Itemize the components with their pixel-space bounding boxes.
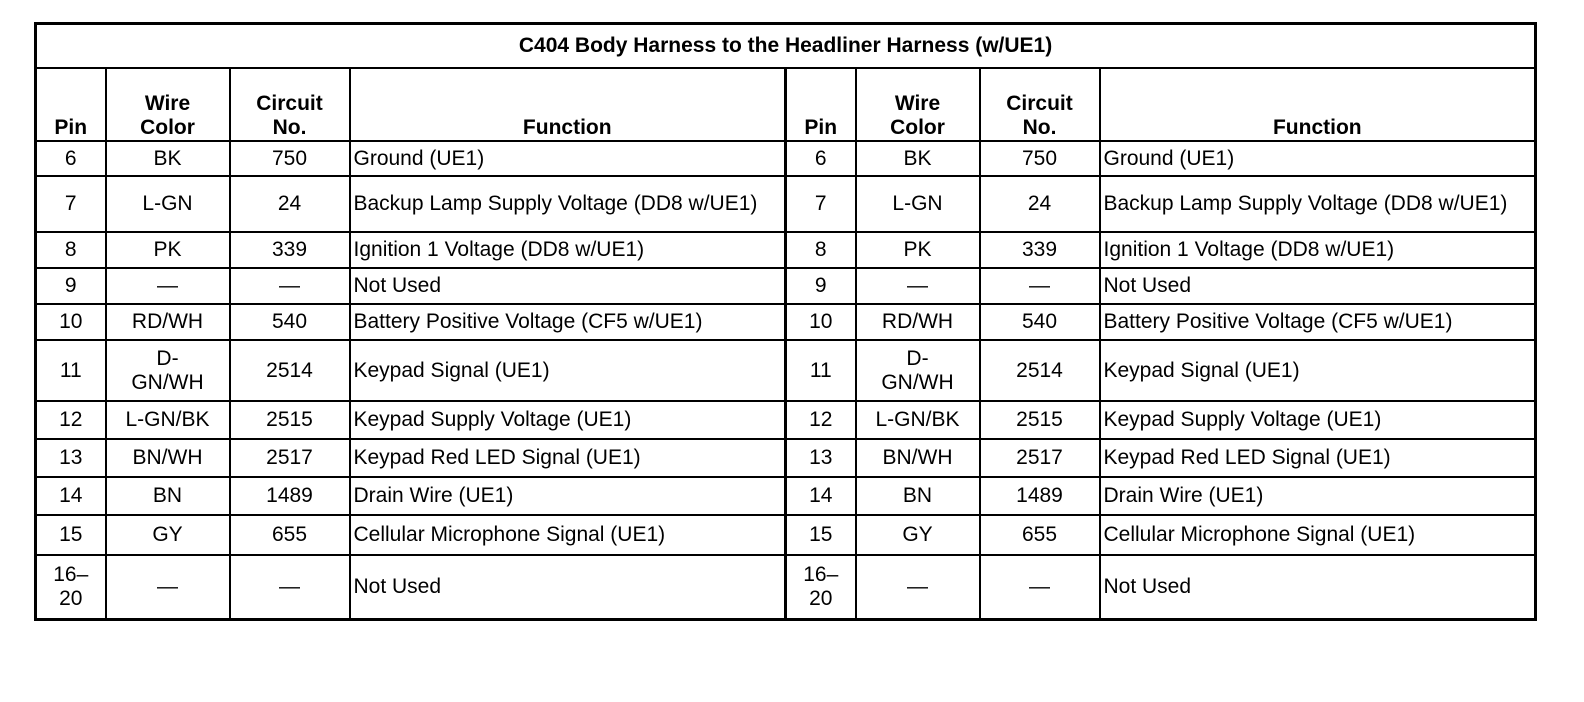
table-body — [36, 141, 1536, 620]
wire-color-cell: L-GN/BK — [856, 401, 980, 439]
wire-color-cell: RD/WH — [106, 304, 230, 340]
table-row — [36, 232, 1536, 268]
pin-cell: 15 — [786, 515, 856, 555]
table-title: C404 Body Harness to the Headliner Harness (w/UE1) — [36, 24, 1536, 69]
wire-color-cell: BK — [106, 141, 230, 176]
connector-table — [34, 22, 1537, 621]
header-function: Function — [1100, 68, 1536, 141]
pin-cell: 6 — [786, 141, 856, 176]
pin-cell: 12 — [36, 401, 106, 439]
circuit-cell: 655 — [230, 515, 350, 555]
function-cell: Backup Lamp Supply Voltage (DD8 w/UE1) — [1100, 176, 1536, 232]
function-cell: Keypad Red LED Signal (UE1) — [350, 439, 786, 477]
circuit-cell: — — [980, 555, 1100, 620]
pin-cell: 9 — [786, 268, 856, 304]
circuit-cell: 2515 — [980, 401, 1100, 439]
header-wire-color: Wire Color — [106, 68, 230, 141]
circuit-cell: 339 — [230, 232, 350, 268]
function-cell: Battery Positive Voltage (CF5 w/UE1) — [350, 304, 786, 340]
header-function: Function — [350, 68, 786, 141]
pin-cell: 11 — [36, 340, 106, 401]
table-row — [36, 439, 1536, 477]
table-row — [36, 555, 1536, 620]
circuit-cell: 1489 — [980, 477, 1100, 515]
pin-cell: 7 — [786, 176, 856, 232]
pin-cell: 15 — [36, 515, 106, 555]
wire-color-cell: GY — [106, 515, 230, 555]
table-row — [36, 176, 1536, 232]
circuit-cell: 750 — [980, 141, 1100, 176]
function-cell: Not Used — [1100, 268, 1536, 304]
table-row — [36, 304, 1536, 340]
table-row — [36, 268, 1536, 304]
wire-color-cell: D- GN/WH — [106, 340, 230, 401]
wire-color-cell: PK — [106, 232, 230, 268]
function-cell: Cellular Microphone Signal (UE1) — [1100, 515, 1536, 555]
function-cell: Not Used — [350, 555, 786, 620]
function-cell: Not Used — [1100, 555, 1536, 620]
circuit-cell: 24 — [980, 176, 1100, 232]
function-cell: Keypad Supply Voltage (UE1) — [350, 401, 786, 439]
pin-cell: 13 — [786, 439, 856, 477]
pin-cell: 14 — [36, 477, 106, 515]
function-cell: Cellular Microphone Signal (UE1) — [350, 515, 786, 555]
pin-cell: 10 — [36, 304, 106, 340]
function-cell: Ignition 1 Voltage (DD8 w/UE1) — [350, 232, 786, 268]
wire-color-cell: L-GN — [106, 176, 230, 232]
pin-cell: 16– 20 — [36, 555, 106, 620]
function-cell: Ground (UE1) — [350, 141, 786, 176]
table-row — [36, 401, 1536, 439]
wire-color-cell: D- GN/WH — [856, 340, 980, 401]
wire-color-cell: BN/WH — [106, 439, 230, 477]
header-row — [36, 68, 1536, 141]
pin-cell: 9 — [36, 268, 106, 304]
function-cell: Keypad Signal (UE1) — [1100, 340, 1536, 401]
circuit-cell: — — [230, 268, 350, 304]
pin-cell: 10 — [786, 304, 856, 340]
wire-color-cell: L-GN — [856, 176, 980, 232]
table-row — [36, 477, 1536, 515]
wire-color-cell: L-GN/BK — [106, 401, 230, 439]
circuit-cell: 339 — [980, 232, 1100, 268]
header-pin: Pin — [786, 68, 856, 141]
header-pin: Pin — [36, 68, 106, 141]
header-circuit-no: Circuit No. — [980, 68, 1100, 141]
function-cell: Keypad Red LED Signal (UE1) — [1100, 439, 1536, 477]
pin-cell: 16– 20 — [786, 555, 856, 620]
circuit-cell: 2514 — [980, 340, 1100, 401]
circuit-cell: — — [230, 555, 350, 620]
circuit-cell: 2517 — [980, 439, 1100, 477]
circuit-cell: 750 — [230, 141, 350, 176]
function-cell: Ground (UE1) — [1100, 141, 1536, 176]
table-row — [36, 141, 1536, 176]
wire-color-cell: — — [106, 268, 230, 304]
circuit-cell: — — [980, 268, 1100, 304]
wire-color-cell: BN — [856, 477, 980, 515]
wire-color-cell: GY — [856, 515, 980, 555]
wire-color-cell: PK — [856, 232, 980, 268]
pin-cell: 8 — [36, 232, 106, 268]
circuit-cell: 2515 — [230, 401, 350, 439]
pin-cell: 11 — [786, 340, 856, 401]
circuit-cell: 655 — [980, 515, 1100, 555]
circuit-cell: 2517 — [230, 439, 350, 477]
pin-cell: 13 — [36, 439, 106, 477]
header-circuit-no: Circuit No. — [230, 68, 350, 141]
function-cell: Not Used — [350, 268, 786, 304]
table-row — [36, 515, 1536, 555]
wire-color-cell: BN/WH — [856, 439, 980, 477]
function-cell: Battery Positive Voltage (CF5 w/UE1) — [1100, 304, 1536, 340]
pin-cell: 6 — [36, 141, 106, 176]
wire-color-cell: — — [856, 268, 980, 304]
function-cell: Ignition 1 Voltage (DD8 w/UE1) — [1100, 232, 1536, 268]
circuit-cell: 24 — [230, 176, 350, 232]
function-cell: Backup Lamp Supply Voltage (DD8 w/UE1) — [350, 176, 786, 232]
wire-color-cell: BN — [106, 477, 230, 515]
wire-color-cell: — — [106, 555, 230, 620]
circuit-cell: 1489 — [230, 477, 350, 515]
wire-color-cell: RD/WH — [856, 304, 980, 340]
pin-cell: 7 — [36, 176, 106, 232]
wire-color-cell: BK — [856, 141, 980, 176]
function-cell: Keypad Signal (UE1) — [350, 340, 786, 401]
pin-cell: 8 — [786, 232, 856, 268]
table-row — [36, 340, 1536, 401]
pin-cell: 12 — [786, 401, 856, 439]
function-cell: Drain Wire (UE1) — [350, 477, 786, 515]
circuit-cell: 540 — [230, 304, 350, 340]
pin-cell: 14 — [786, 477, 856, 515]
function-cell: Drain Wire (UE1) — [1100, 477, 1536, 515]
header-wire-color: Wire Color — [856, 68, 980, 141]
circuit-cell: 2514 — [230, 340, 350, 401]
wire-color-cell: — — [856, 555, 980, 620]
circuit-cell: 540 — [980, 304, 1100, 340]
function-cell: Keypad Supply Voltage (UE1) — [1100, 401, 1536, 439]
